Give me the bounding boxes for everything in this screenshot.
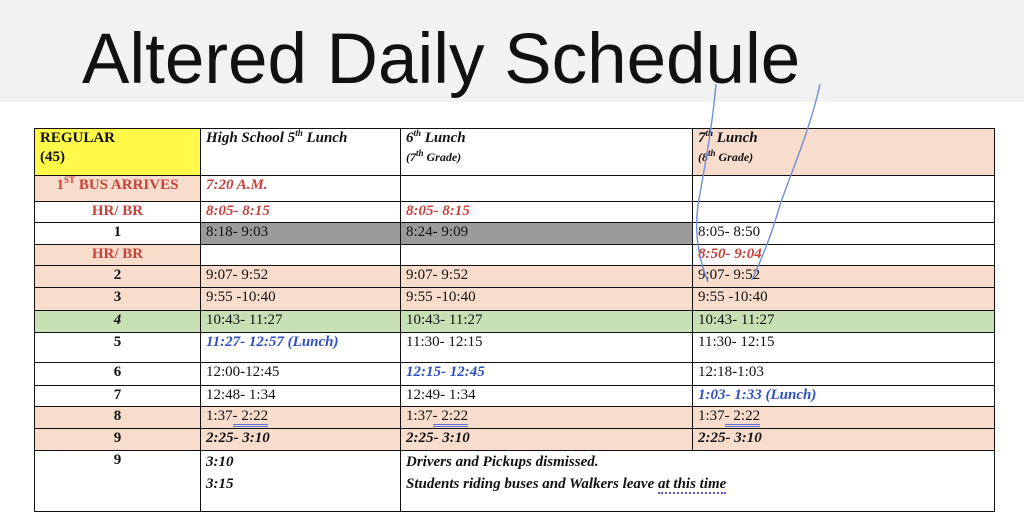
label-period-2: 2 bbox=[35, 266, 201, 288]
row-period-7 bbox=[35, 386, 995, 407]
cell-dismiss-hs: 3:10 3:15 bbox=[201, 451, 401, 512]
cell-p9-6th: 2:25- 3:10 bbox=[401, 429, 693, 451]
label-period-6: 6 bbox=[35, 363, 201, 386]
row-hrbr-1 bbox=[35, 202, 995, 223]
cell-p2-hs: 9:07- 9:52 bbox=[201, 266, 401, 288]
cell-p6-7th: 12:18-1:03 bbox=[693, 363, 995, 386]
cell-hrbr2-7th: 8:50- 9:04 bbox=[693, 245, 995, 266]
cell-dismiss-message: Drivers and Pickups dismissed. Students riding buses and Walkers leave at this time bbox=[401, 451, 995, 512]
label-period-4: 4 bbox=[35, 311, 201, 333]
row-period-9 bbox=[35, 429, 995, 451]
row-dismissal bbox=[35, 451, 995, 512]
cell-p3-6th: 9:55 -10:40 bbox=[401, 288, 693, 311]
cell-hrbr2-hs bbox=[201, 245, 401, 266]
header-regular-label: REGULAR bbox=[40, 130, 116, 146]
cell-p2-6th: 9:07- 9:52 bbox=[401, 266, 693, 288]
cell-bus-7th bbox=[693, 176, 995, 202]
cell-p8-hs: 1:37- 2:22 bbox=[201, 407, 401, 429]
row-period-4 bbox=[35, 311, 995, 333]
label-period-5: 5 bbox=[35, 333, 201, 363]
cell-p4-6th: 10:43- 11:27 bbox=[401, 311, 693, 333]
header-row bbox=[35, 129, 995, 176]
row-period-3 bbox=[35, 288, 995, 311]
header-hs-lunch: High School 5th Lunch bbox=[201, 129, 401, 176]
row-period-2 bbox=[35, 266, 995, 288]
label-period-9: 9 bbox=[35, 429, 201, 451]
row-period-5 bbox=[35, 333, 995, 363]
header-6th-lunch: 6th Lunch (7th Grade) bbox=[401, 129, 693, 176]
cell-p4-hs: 10:43- 11:27 bbox=[201, 311, 401, 333]
cell-hrbr1-hs: 8:05- 8:15 bbox=[201, 202, 401, 223]
label-dismissal: 9 bbox=[35, 451, 201, 512]
schedule-table bbox=[34, 128, 995, 512]
cell-p1-7th: 8:05- 8:50 bbox=[693, 223, 995, 245]
cell-p9-hs: 2:25- 3:10 bbox=[201, 429, 401, 451]
cell-p9-7th: 2:25- 3:10 bbox=[693, 429, 995, 451]
header-7th-lunch: 7th Lunch (8th Grade) bbox=[693, 129, 995, 176]
cell-p6-6th: 12:15- 12:45 bbox=[401, 363, 693, 386]
cell-p8-7th: 1:37- 2:22 bbox=[693, 407, 995, 429]
row-period-6 bbox=[35, 363, 995, 386]
cell-p5-hs: 11:27- 12:57 (Lunch) bbox=[201, 333, 401, 363]
cell-p1-hs: 8:18- 9:03 bbox=[201, 223, 401, 245]
cell-hrbr2-6th bbox=[401, 245, 693, 266]
cell-p2-7th: 9:07- 9:52 bbox=[693, 266, 995, 288]
label-hrbr-1: HR/ BR bbox=[35, 202, 201, 223]
row-period-8 bbox=[35, 407, 995, 429]
cell-p7-hs: 12:48- 1:34 bbox=[201, 386, 401, 407]
cell-hrbr1-6th: 8:05- 8:15 bbox=[401, 202, 693, 223]
cell-p4-7th: 10:43- 11:27 bbox=[693, 311, 995, 333]
cell-p3-hs: 9:55 -10:40 bbox=[201, 288, 401, 311]
label-period-1: 1 bbox=[35, 223, 201, 245]
cell-hrbr1-7th bbox=[693, 202, 995, 223]
cell-bus-6th bbox=[401, 176, 693, 202]
page-title: Altered Daily Schedule bbox=[82, 20, 801, 99]
header-regular-sub: (45) bbox=[40, 149, 65, 165]
cell-p8-6th: 1:37- 2:22 bbox=[401, 407, 693, 429]
cell-p3-7th: 9:55 -10:40 bbox=[693, 288, 995, 311]
label-hrbr-2: HR/ BR bbox=[35, 245, 201, 266]
row-period-1 bbox=[35, 223, 995, 245]
label-period-8: 8 bbox=[35, 407, 201, 429]
cell-p6-hs: 12:00-12:45 bbox=[201, 363, 401, 386]
cell-bus-hs: 7:20 A.M. bbox=[201, 176, 401, 202]
cell-p7-6th: 12:49- 1:34 bbox=[401, 386, 693, 407]
label-bus: 1ST BUS ARRIVES bbox=[35, 176, 201, 202]
cell-p5-7th: 11:30- 12:15 bbox=[693, 333, 995, 363]
header-regular bbox=[35, 129, 201, 176]
label-period-3: 3 bbox=[35, 288, 201, 311]
label-period-7: 7 bbox=[35, 386, 201, 407]
cell-p1-6th: 8:24- 9:09 bbox=[401, 223, 693, 245]
cell-p5-6th: 11:30- 12:15 bbox=[401, 333, 693, 363]
cell-p7-7th: 1:03- 1:33 (Lunch) bbox=[693, 386, 995, 407]
row-bus bbox=[35, 176, 995, 202]
row-hrbr-2 bbox=[35, 245, 995, 266]
